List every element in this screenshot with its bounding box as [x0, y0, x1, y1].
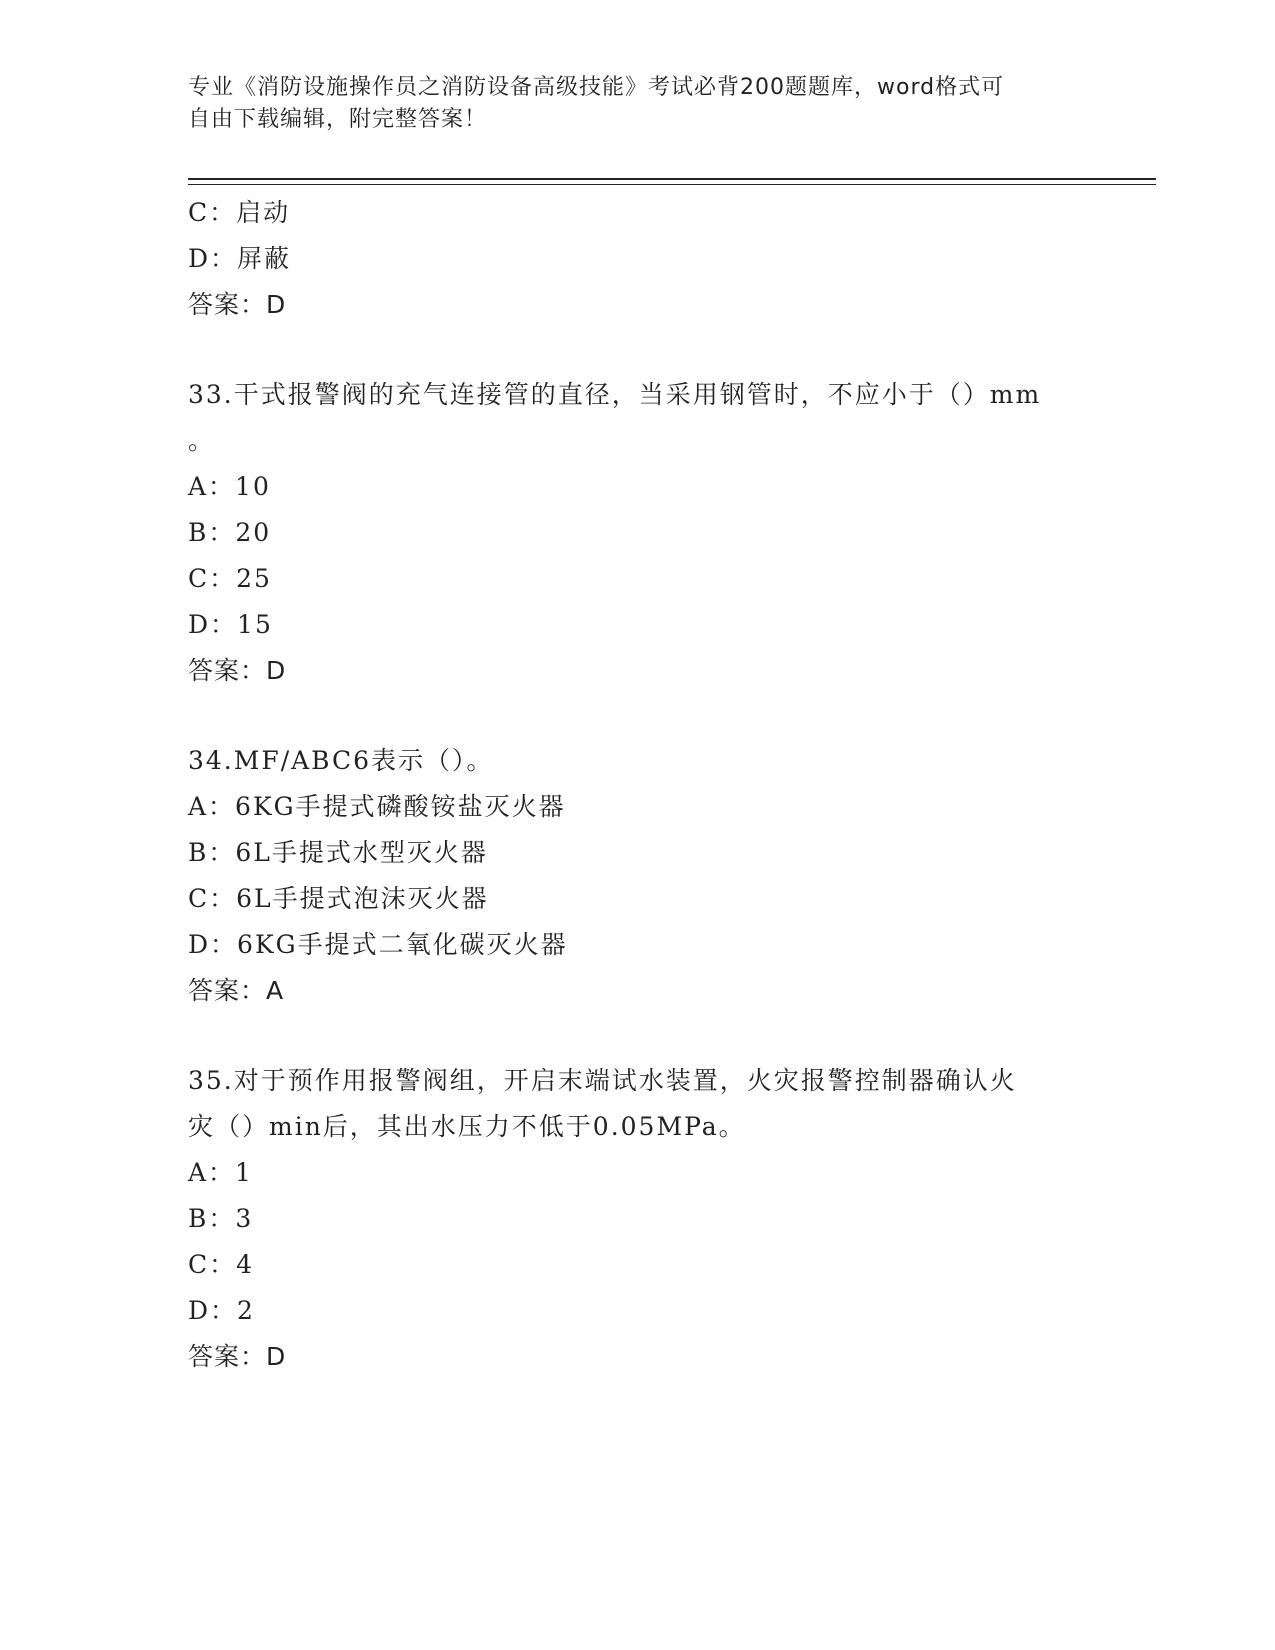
question-stem-line: 33.干式报警阀的充气连接管的直径，当采用钢管时，不应小于（）mm — [188, 380, 1042, 409]
option-c: C：启动 — [188, 198, 291, 227]
question-stem-line: 35.对于预作用报警阀组，开启末端试水装置，火灾报警控制器确认火 — [188, 1066, 1017, 1095]
option-c: C：4 — [188, 1250, 255, 1279]
header-line-2: 自由下载编辑，附完整答案！ — [188, 107, 488, 132]
option-b: B：3 — [188, 1204, 254, 1233]
answer-line: 答案：D — [188, 290, 287, 319]
document-header — [188, 72, 1068, 136]
question-stem-line: 。 — [188, 426, 216, 455]
question-34 — [188, 738, 1088, 1014]
answer-line: 答案：D — [188, 1342, 287, 1371]
option-d: D：6KG手提式二氧化碳灭火器 — [188, 930, 568, 959]
answer-line: 答案：D — [188, 656, 287, 685]
option-a: A：1 — [188, 1158, 253, 1187]
question-continuation — [188, 190, 1088, 328]
option-b: B：20 — [188, 518, 272, 547]
option-a: A：6KG手提式磷酸铵盐灭火器 — [188, 792, 566, 821]
option-d: D：2 — [188, 1296, 255, 1325]
option-d: D：15 — [188, 610, 273, 639]
header-rule-thin — [188, 184, 1156, 185]
option-d: D：屏蔽 — [188, 244, 292, 273]
question-33 — [188, 372, 1088, 694]
option-c: C：6L手提式泡沫灭火器 — [188, 884, 489, 913]
header-rule-thick — [188, 178, 1156, 180]
question-stem-line: 34.MF/ABC6表示（）。 — [188, 746, 494, 775]
option-c: C：25 — [188, 564, 272, 593]
question-stem-line: 灾（）min后，其出水压力不低于0.05MPa。 — [188, 1112, 746, 1141]
question-35 — [188, 1058, 1088, 1380]
option-b: B：6L手提式水型灭火器 — [188, 838, 488, 867]
option-a: A：10 — [188, 472, 271, 501]
header-line-1: 专业《消防设施操作员之消防设备高级技能》考试必背200题题库，word格式可 — [188, 75, 1005, 100]
question-list — [188, 190, 1088, 1380]
answer-line: 答案：A — [188, 976, 285, 1005]
